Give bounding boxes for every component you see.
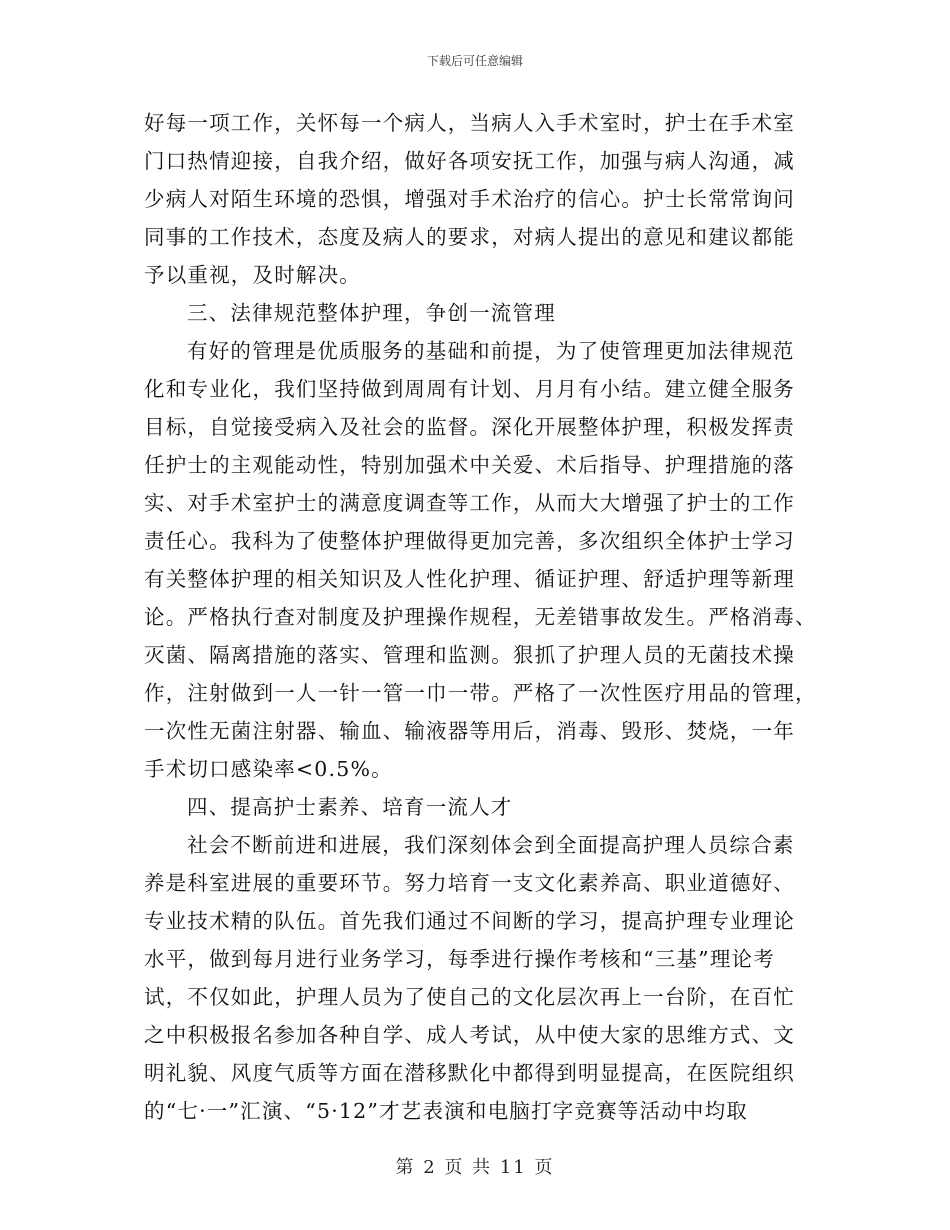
text-line: 好每一项工作，关怀每一个病人，当病人入手术室时，护士在手术室 — [144, 111, 795, 135]
text-line: 化和专业化，我们坚持做到周周有计划、月月有小结。建立健全服务 — [144, 377, 795, 401]
section-heading: 四、提高护士素养、培育一流人才 — [187, 795, 513, 819]
paragraph-start-line: 有好的管理是优质服务的基础和前提，为了使管理更加法律规范 — [187, 339, 795, 363]
page-number: 第 2 页 共 11 页 — [395, 1157, 555, 1178]
text-line: 作，注射做到一人一针一管一巾一带。严格了一次性医疗用品的管理， — [144, 681, 817, 705]
text-line: 责任心。我科为了使整体护理做得更加完善，多次组织全体护士学习 — [144, 529, 795, 553]
text-line: 予以重视，及时解决。 — [144, 263, 361, 287]
text-line: 养是科室进展的重要环节。努力培育一支文化素养高、职业道德好、 — [144, 871, 795, 895]
text-line: 门口热情迎接，自我介绍，做好各项安抚工作，加强与病人沟通，减 — [144, 149, 795, 173]
text-line: 同事的工作技术，态度及病人的要求，对病人提出的意见和建议都能 — [144, 225, 795, 249]
text-line: 明礼貌、风度气质等方面在潜移默化中都得到明显提高，在医院组织 — [144, 1061, 795, 1085]
text-line: 目标，自觉接受病入及社会的监督。深化开展整体护理，积极发挥责 — [144, 415, 795, 439]
text-line: 少病人对陌生环境的恐惧，增强对手术治疗的信心。护士长常常询问 — [144, 187, 795, 211]
text-line: 灭菌、隔离措施的落实、管理和监测。狠抓了护理人员的无菌技术操 — [144, 643, 795, 667]
text-line: 一次性无菌注射器、输血、输液器等用后，消毒、毁形、焚烧，一年 — [144, 719, 795, 743]
text-line: 水平，做到每月进行业务学习，每季进行操作考核和“三基”理论考 — [144, 947, 775, 971]
text-line: 之中积极报名参加各种自学、成人考试，从中使大家的思维方式、文 — [144, 1023, 795, 1047]
text-line: 论。严格执行查对制度及护理操作规程，无差错事故发生。严格消毒、 — [144, 605, 817, 629]
text-line: 实、对手术室护士的满意度调查等工作，从而大大增强了护士的工作 — [144, 491, 795, 515]
document-body — [144, 104, 817, 1130]
text-line: 任护士的主观能动性，特别加强术中关爱、术后指导、护理措施的落 — [144, 453, 795, 477]
text-line: 有关整体护理的相关知识及人性化护理、循证护理、舒适护理等新理 — [144, 567, 795, 591]
text-line: 试，不仅如此，护理人员为了使自己的文化层次再上一台阶，在百忙 — [144, 985, 795, 1009]
text-line: 的“七·一”汇演、“5·12”才艺表演和电脑打字竞赛等活动中均取 — [144, 1099, 748, 1123]
text-line: 专业技术精的队伍。首先我们通过不间断的学习，提高护理专业理论 — [144, 909, 795, 933]
paragraph-start-line: 社会不断前进和进展，我们深刻体会到全面提高护理人员综合素 — [187, 833, 795, 857]
text-line: 手术切口感染率<0.5%。 — [144, 757, 393, 781]
page-header-note: 下载后可任意编辑 — [426, 54, 523, 68]
section-heading: 三、法律规范整体护理，争创一流管理 — [187, 301, 556, 325]
